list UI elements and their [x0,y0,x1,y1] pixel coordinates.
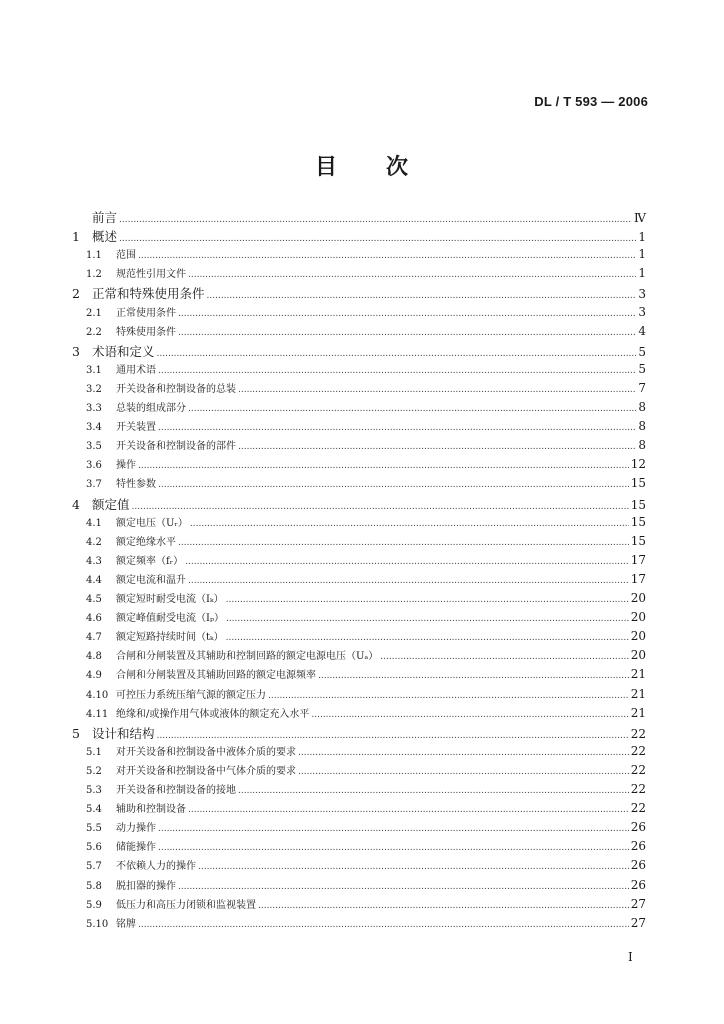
toc-entry[interactable] [72,838,646,856]
toc-entry-number: 3.2 [86,383,102,395]
toc-entry-number: 5.9 [86,899,102,911]
toc-leader-dots [178,882,629,892]
toc-entry-title: 额定电流和温升 [116,574,186,586]
toc-entry-number: 4.6 [86,613,102,625]
toc-entry-page: 15 [630,497,646,512]
toc-entry-number: 1 [72,229,80,245]
toc-entry-title: 术语和定义 [92,343,155,359]
toc-entry-page: 20 [630,610,646,625]
toc-entry[interactable] [72,628,646,646]
toc-entry[interactable] [72,609,646,627]
toc-entry-title: 额定短时耐受电流（Iₖ） [116,594,224,605]
toc-entry-title: 对开关设备和控制设备中液体介质的要求 [116,746,296,758]
toc-entry[interactable] [72,495,646,513]
toc-entry-number: 4.4 [86,574,102,586]
toc-entry[interactable] [72,781,646,799]
toc-entry-number: 4.11 [86,708,109,720]
toc-leader-dots [158,423,636,433]
toc-entry-title: 储能操作 [116,842,156,854]
toc-entry[interactable] [72,724,646,742]
toc-leader-dots [132,502,629,512]
toc-entry[interactable] [72,819,646,837]
toc-entry-number: 5.3 [86,785,102,796]
toc-entry-number: 5.1 [86,746,102,758]
toc-entry-title: 前言 [92,210,118,225]
toc-entry[interactable] [72,552,646,570]
toc-leader-dots [226,633,629,643]
toc-entry[interactable] [72,514,646,532]
toc-entry[interactable] [72,896,646,914]
toc-entry-number: 5.2 [86,765,102,777]
toc-entry[interactable] [72,686,646,704]
toc-entry-title: 总装的组成部分 [116,403,186,414]
toc-entry-page: 1 [638,230,646,245]
toc-entry[interactable] [72,647,646,665]
toc-entry-page: 17 [630,552,646,567]
toc-entry-number: 4.9 [86,670,102,682]
toc-entry-page: 21 [630,705,646,720]
toc-leader-dots [178,309,636,319]
toc-leader-dots [185,557,629,567]
toc-entry-title: 操作 [116,460,136,472]
toc-entry-title: 开关设备和控制设备的接地 [116,785,236,796]
toc-entry[interactable] [72,666,646,684]
toc-entry-title: 铭牌 [116,918,136,930]
toc-leader-dots [207,291,636,301]
toc-leader-dots [238,786,629,796]
toc-entry-number: 4.10 [86,689,109,701]
toc-entry-page: 5 [638,344,646,359]
toc-leader-dots [380,652,628,662]
toc-entry-page: 15 [630,476,646,491]
toc-entry-page: 4 [638,323,646,338]
toc-entry[interactable] [72,762,646,780]
toc-entry-page: Ⅳ [634,211,646,225]
toc-entry-number: 3.5 [86,441,102,453]
toc-entry[interactable] [72,284,646,302]
toc-entry-page: 22 [630,782,646,796]
toc-leader-dots [157,349,636,359]
toc-entry-title: 设计和结构 [92,725,155,741]
toc-entry-page: 26 [630,839,646,854]
toc-entry-title: 额定电压（Uᵣ） [116,517,188,529]
toc-entry[interactable] [72,265,646,283]
toc-entry[interactable] [72,800,646,818]
document-code: DL / T 593 — 2006 [534,94,648,109]
toc-entry[interactable] [72,208,646,226]
toc-entry[interactable] [72,877,646,895]
toc-entry-page: 26 [630,858,646,873]
toc-entry-number: 5.8 [86,880,102,892]
toc-entry[interactable] [72,915,646,933]
toc-leader-dots [198,862,629,872]
toc-entry-title: 概述 [92,229,118,245]
toc-leader-dots [138,251,636,261]
toc-entry[interactable] [72,227,646,245]
toc-entry-page: 7 [638,380,646,395]
toc-leader-dots [119,234,636,244]
toc-entry-title: 绝缘和/或操作用气体或液体的额定充入水平 [116,708,310,720]
toc-entry[interactable] [72,705,646,723]
toc-entry-number: 5.10 [86,918,109,930]
toc-entry-page: 20 [630,591,646,605]
toc-entry-title: 动力操作 [116,823,156,835]
toc-entry-page: 20 [630,629,646,644]
toc-leader-dots [238,385,636,395]
toc-entry[interactable] [72,246,646,264]
page-number: I [628,950,633,964]
toc-entry-number: 2.2 [86,326,102,338]
toc-leader-dots [311,710,628,720]
toc-entry-page: 5 [638,361,646,376]
toc-entry[interactable] [72,342,646,360]
toc-leader-dots [268,691,629,701]
toc-entry-title: 正常和特殊使用条件 [92,286,205,302]
toc-leader-dots [226,614,629,624]
toc-entry-title: 开关设备和控制设备的部件 [116,441,236,453]
toc-entry-number: 5.7 [86,861,102,873]
toc-entry-page: 8 [638,438,646,453]
toc-entry-number: 3.1 [86,364,102,376]
toc-entry-page: 1 [638,266,646,281]
toc-leader-dots [298,748,629,758]
toc-entry-page: 3 [638,287,646,302]
toc-entry[interactable] [72,304,646,322]
toc-entry-title: 不依赖人力的操作 [116,861,196,873]
toc-entry-title: 低压力和高压力闭锁和监视装置 [116,899,256,911]
toc-entry-page: 22 [630,762,646,777]
toc-leader-dots [119,215,632,225]
toc-entry-page: 15 [630,533,646,548]
toc-leader-dots [188,805,629,815]
toc-entry-title: 合闸和分闸装置及其辅助和控制回路的额定电源电压（Uₐ） [116,651,379,663]
toc-entry-title: 脱扣器的操作 [116,880,176,892]
toc-entry-page: 21 [630,667,646,682]
toc-entry-page: 22 [630,743,646,758]
toc-entry-number: 1.2 [86,269,102,281]
toc-entry-page: 26 [630,820,646,835]
toc-entry-title: 额定绝缘水平 [116,536,176,548]
toc-entry-page: 20 [630,648,646,663]
toc-entry-page: 26 [630,877,646,892]
toc-entry-page: 8 [638,419,646,434]
toc-entry[interactable] [72,361,646,379]
toc-entry-page: 27 [630,915,646,930]
toc-leader-dots [178,328,636,338]
toc-entry-title: 可控压力系统压缩气源的额定压力 [116,689,266,701]
toc-entry-number: 2 [72,286,80,302]
toc-entry-number: 4.2 [86,536,102,548]
toc-entry-page: 21 [630,686,646,701]
toc-entry-title: 规范性引用文件 [116,269,186,281]
toc-entry-title: 额定频率（fᵣ） [116,555,184,567]
toc-entry-page: 22 [630,726,646,741]
toc-entry[interactable] [72,399,646,417]
toc-entry-number: 5 [72,725,80,741]
toc-entry-number: 5.6 [86,842,102,854]
toc-entry-title: 特殊使用条件 [116,326,176,338]
toc-entry[interactable] [72,743,646,761]
toc-entry-number: 4.8 [86,651,102,663]
toc-entry-number: 4 [72,496,80,512]
toc-entry-number: 2.1 [86,307,102,319]
toc-entry[interactable] [72,437,646,455]
toc-entry-number: 3.7 [86,479,102,491]
toc-entry[interactable] [72,571,646,589]
toc-leader-dots [188,404,636,414]
toc-entry[interactable] [72,533,646,551]
toc-entry-title: 开关装置 [116,422,156,434]
toc-leader-dots [258,901,629,911]
toc-leader-dots [226,595,629,605]
toc-entry-page: 1 [638,247,646,262]
title-part-1: 目 [314,154,338,180]
toc-leader-dots [158,480,629,490]
toc-entry-page: 8 [638,400,646,414]
toc-entry-title: 正常使用条件 [116,307,176,319]
toc-leader-dots [138,461,629,471]
toc-entry-page: 17 [630,571,646,586]
toc-entry-title: 辅助和控制设备 [116,804,186,816]
toc-leader-dots [188,576,629,586]
toc-entry-number: 3.6 [86,460,102,472]
toc-leader-dots [178,538,629,548]
toc-leader-dots [238,442,636,452]
toc-entry-title: 通用术语 [116,364,156,376]
toc-entry-number: 3.3 [86,403,102,414]
toc-entry[interactable] [72,418,646,436]
toc-entry-title: 额定值 [92,496,130,512]
toc-leader-dots [318,671,629,681]
toc-entry-number: 3.4 [86,422,102,434]
title-part-2: 次 [386,154,410,180]
toc-entry-title: 额定短路持续时间（tₖ） [116,632,224,644]
toc-entry-number: 4.3 [86,555,102,567]
toc-entry-title: 范围 [116,250,136,262]
toc-entry-title: 合闸和分闸装置及其辅助回路的额定电源频率 [116,670,316,682]
toc-leader-dots [157,731,629,741]
toc-entry-title: 对开关设备和控制设备中气体介质的要求 [116,765,296,777]
toc-entry[interactable] [72,857,646,875]
toc-entry-number: 4.7 [86,632,102,644]
toc-entry-number: 4.1 [86,517,102,529]
toc-entry[interactable] [72,475,646,493]
toc-entry-title: 额定峰值耐受电流（Iₚ） [116,613,224,625]
toc-leader-dots [188,270,636,280]
toc-leader-dots [158,824,629,834]
toc-entry[interactable] [72,380,646,398]
toc-entry-page: 27 [630,896,646,911]
toc-leader-dots [298,767,629,777]
toc-entry-page: 15 [630,514,646,529]
toc-entry-number: 3 [72,343,80,359]
toc-leader-dots [158,843,629,853]
toc-leader-dots [190,519,629,529]
toc-entry-title: 特性参数 [116,479,156,491]
toc-entry[interactable] [72,590,646,608]
toc-leader-dots [138,920,629,930]
toc-entry-number: 5.4 [86,804,102,816]
toc-entry[interactable] [72,323,646,341]
toc-entry-page: 3 [638,304,646,319]
toc-entry-page: 12 [630,457,646,472]
toc-entry[interactable] [72,456,646,474]
toc-entry-number: 5.5 [86,823,102,835]
toc-leader-dots [158,366,636,376]
toc-entry-number: 4.5 [86,594,102,605]
toc-entry-page: 22 [630,801,646,816]
page-title [0,150,724,181]
toc-entry-number: 1.1 [86,250,102,262]
toc-entry-title: 开关设备和控制设备的总装 [116,383,236,395]
